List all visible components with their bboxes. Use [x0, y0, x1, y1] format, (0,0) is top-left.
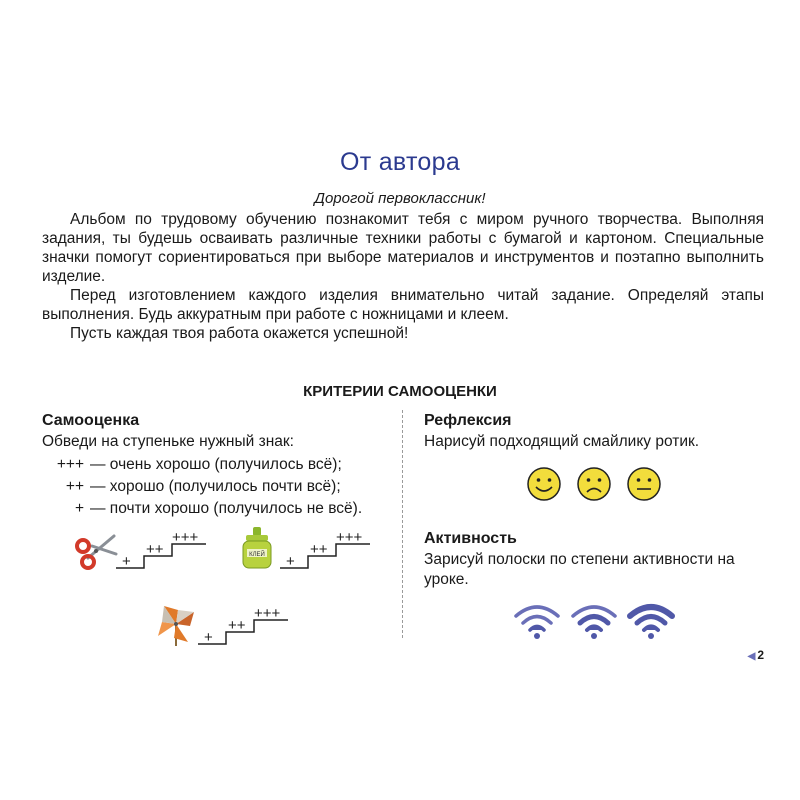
scale-text: — очень хорошо (получилось всё);: [90, 456, 342, 473]
activity-signal-medium-icon: [569, 602, 619, 645]
stair-label-1: +: [204, 629, 213, 646]
page-title: От автора: [339, 148, 461, 176]
glue-icon: [242, 527, 272, 574]
scale-symbol: +++: [56, 456, 84, 473]
column-divider: [402, 410, 403, 638]
page-back-arrow-icon[interactable]: ◀: [747, 651, 756, 662]
scale-row-2: [42, 476, 392, 498]
stair-label-2: ++: [310, 541, 328, 558]
reflection-section: [424, 410, 769, 452]
stair-label-3: +++: [336, 529, 363, 546]
reflection-heading: Рефлексия: [424, 412, 512, 429]
stair-label-1: +: [122, 553, 131, 570]
page-number-label: 2: [757, 648, 764, 662]
stair-label-2: ++: [146, 541, 164, 558]
activity-section: [424, 528, 769, 590]
assessment-stairs-2: [280, 526, 380, 577]
greeting: Дорогой первоклассник!: [314, 190, 486, 207]
intro-paragraph-2: Перед изготовлением каждого изделия внимательно читай задание. Определяй этапы выполнения. Будь аккуратным при работе с ножницами и клеем.: [42, 287, 764, 323]
self-assessment-instruction: Обведи на ступеньке нужный знак:: [42, 433, 294, 450]
neutral-face-icon: [626, 466, 662, 507]
stair-label-1: +: [286, 553, 295, 570]
sad-face-icon: [576, 466, 612, 507]
intro-text: [42, 210, 764, 343]
scale-text: — хорошо (получилось почти всё);: [90, 478, 341, 495]
scissors-icon: [74, 532, 118, 575]
assessment-stairs-1: [116, 526, 216, 577]
intro-paragraph-1: Альбом по трудовому обучению познакомит тебя с миром ручного творчества. Выполняя задания, ты будешь осваивать различные техники работы с бумагой и картоном. Специальные значки помогут сориентироваться при выборе материалов и инструментов и поэтапно выполнить изделие.: [42, 211, 764, 285]
glue-label: КЛЕЙ: [249, 552, 265, 558]
stair-label-3: +++: [254, 605, 281, 622]
assessment-scale: [42, 454, 392, 520]
assessment-stairs-3: [198, 602, 298, 653]
page-number[interactable]: [748, 648, 764, 662]
pinwheel-icon: [156, 604, 196, 651]
activity-signal-low-icon: [512, 602, 562, 645]
self-assessment-heading: Самооценка: [42, 412, 140, 429]
stair-label-2: ++: [228, 617, 246, 634]
criteria-heading: КРИТЕРИИ САМООЦЕНКИ: [303, 383, 497, 400]
scale-row-3: [42, 498, 392, 520]
self-assessment-section: [42, 410, 392, 520]
scale-text: — почти хорошо (получилось не всё).: [90, 500, 363, 517]
reflection-text: Нарисуй подходящий смайлику ротик.: [424, 433, 700, 450]
activity-heading: Активность: [424, 530, 517, 547]
intro-paragraph-3: Пусть каждая твоя работа окажется успешной!: [70, 325, 409, 342]
smile-face-icon: [526, 466, 562, 507]
scale-row-1: [42, 454, 392, 476]
activity-signal-high-icon: [626, 602, 676, 645]
stair-label-3: +++: [172, 529, 199, 546]
scale-symbol: +: [74, 500, 84, 517]
activity-text: Зарисуй полоски по степени активности на уроке.: [424, 551, 735, 588]
scale-symbol: ++: [65, 478, 84, 495]
